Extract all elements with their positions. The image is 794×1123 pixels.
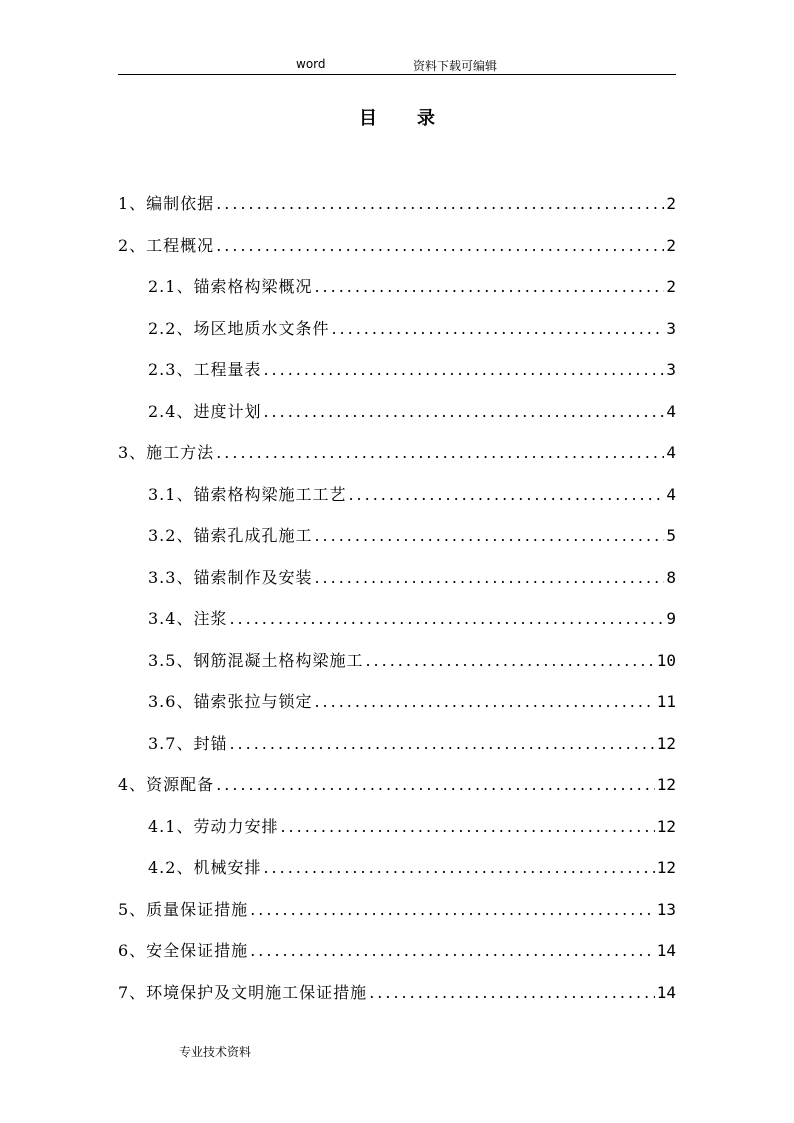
toc-entry-page: 14 [656, 941, 676, 960]
toc-leader-dots [348, 474, 664, 516]
toc-leader-dots [369, 972, 655, 1014]
toc-leader-dots [280, 806, 654, 848]
toc-entry-page: 2 [666, 194, 676, 213]
page-footer: 专业技术资料 [179, 1045, 252, 1059]
toc-entry-text: 7、环境保护及文明施工保证措施 [118, 982, 368, 1002]
toc-leader-dots [216, 183, 664, 225]
header-left-text: word [296, 57, 326, 71]
toc-entry-page: 2 [666, 277, 676, 296]
toc-entry-page: 12 [656, 733, 676, 753]
page-header [118, 54, 676, 75]
toc-entry[interactable] [118, 391, 676, 433]
toc-entry[interactable] [118, 183, 676, 225]
toc-entry-text: 2.3、工程量表 [148, 360, 262, 379]
toc-entry-page: 12 [656, 858, 676, 877]
toc-leader-dots [331, 308, 664, 350]
toc-entry[interactable] [118, 308, 676, 350]
toc-entry-text: 3.1、锚索格构梁施工工艺 [148, 484, 347, 504]
toc-leader-dots [314, 681, 654, 723]
toc-entry-page: 14 [656, 982, 676, 1002]
toc-entry-text: 1、编制依据 [118, 194, 215, 213]
toc-entry-text: 6、安全保证措施 [118, 941, 249, 960]
toc-leader-dots [263, 349, 664, 391]
toc-leader-dots [314, 557, 664, 599]
toc-entry-text: 4.1、劳动力安排 [148, 816, 279, 836]
toc-entry-text: 3.4、注浆 [148, 609, 228, 628]
toc-entry[interactable] [118, 930, 676, 972]
toc-entry-text: 2、工程概况 [118, 235, 215, 255]
toc-leader-dots [250, 889, 655, 931]
toc-entry-page: 4 [666, 401, 676, 421]
toc-entry-page: 12 [656, 775, 676, 794]
toc-entry[interactable] [118, 474, 676, 516]
toc-entry-text: 3.7、封锚 [148, 733, 228, 753]
toc-entry-text: 3、施工方法 [118, 443, 215, 462]
toc-entry-page: 3 [666, 360, 676, 379]
toc-leader-dots [216, 432, 664, 474]
toc-entry-text: 2.4、进度计划 [148, 401, 262, 421]
toc-entry[interactable] [118, 557, 676, 599]
toc-leader-dots [314, 266, 664, 308]
toc-entry-page: 5 [666, 526, 676, 545]
toc-entry[interactable] [118, 225, 676, 267]
toc-entry-page: 11 [656, 692, 676, 711]
toc-leader-dots [229, 598, 664, 640]
toc-leader-dots [250, 930, 655, 972]
toc-title: 目录 [359, 108, 475, 129]
toc-entry-text: 4.2、机械安排 [148, 858, 262, 877]
toc-entry[interactable] [118, 972, 676, 1014]
toc-leader-dots [216, 764, 655, 806]
toc-leader-dots [216, 225, 664, 267]
toc-entry-page: 4 [666, 484, 676, 504]
toc-entry[interactable] [118, 349, 676, 391]
toc-entry-page: 13 [656, 899, 676, 919]
toc-entry-text: 3.3、锚索制作及安装 [148, 567, 313, 587]
toc-entry-page: 8 [666, 567, 676, 587]
toc-entry[interactable] [118, 681, 676, 723]
toc-entry-text: 4、资源配备 [118, 775, 215, 794]
table-of-contents [118, 183, 676, 1013]
toc-entry-text: 2.1、锚索格构梁概况 [148, 277, 313, 296]
toc-entry[interactable] [118, 266, 676, 308]
toc-leader-dots [365, 640, 654, 682]
toc-leader-dots [314, 515, 664, 557]
toc-entry-page: 12 [656, 816, 676, 836]
header-right-text: 资料下载可编辑 [413, 59, 498, 73]
toc-entry-page: 4 [666, 443, 676, 462]
toc-entry[interactable] [118, 847, 676, 889]
toc-entry[interactable] [118, 889, 676, 931]
toc-leader-dots [263, 847, 654, 889]
toc-entry-page: 10 [656, 650, 676, 670]
toc-entry-text: 3.5、钢筋混凝土格构梁施工 [148, 650, 364, 670]
toc-leader-dots [263, 391, 664, 433]
toc-entry-text: 2.2、场区地质水文条件 [148, 318, 330, 338]
toc-entry-text: 3.2、锚索孔成孔施工 [148, 526, 313, 545]
toc-entry-page: 9 [666, 609, 676, 628]
toc-entry[interactable] [118, 640, 676, 682]
toc-entry[interactable] [118, 432, 676, 474]
toc-leader-dots [229, 723, 654, 765]
toc-entry[interactable] [118, 806, 676, 848]
toc-entry-text: 5、质量保证措施 [118, 899, 249, 919]
toc-entry[interactable] [118, 723, 676, 765]
toc-entry[interactable] [118, 515, 676, 557]
toc-entry-page: 3 [666, 318, 676, 338]
toc-entry-text: 3.6、锚索张拉与锁定 [148, 692, 313, 711]
toc-entry-page: 2 [666, 235, 676, 255]
toc-entry[interactable] [118, 764, 676, 806]
toc-entry[interactable] [118, 598, 676, 640]
